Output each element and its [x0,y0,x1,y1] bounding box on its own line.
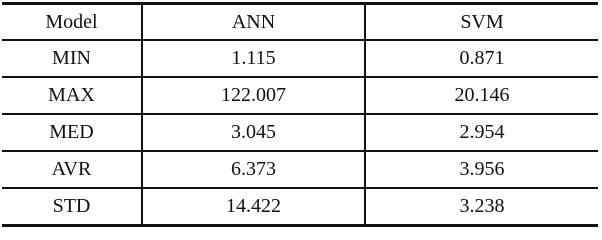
model-statistics-table [2,2,598,227]
ann-value-std: 14.422 [142,188,365,226]
row-label-std: STD [2,188,142,226]
statistics-table-container [2,2,598,227]
row-label-avr: AVR [2,151,142,188]
ann-value-med: 3.045 [142,114,365,151]
svm-value-min: 0.871 [365,40,598,77]
ann-value-avr: 6.373 [142,151,365,188]
table-row-max [2,77,598,114]
table-header [2,4,598,41]
header-model: Model [2,4,142,41]
svm-value-std: 3.238 [365,188,598,226]
header-svm: SVM [365,4,598,41]
table-row-min [2,40,598,77]
svm-value-avr: 3.956 [365,151,598,188]
ann-value-min: 1.115 [142,40,365,77]
header-row [2,4,598,41]
table-row-avr [2,151,598,188]
table-row-std [2,188,598,226]
row-label-min: MIN [2,40,142,77]
ann-value-max: 122.007 [142,77,365,114]
svm-value-med: 2.954 [365,114,598,151]
row-label-med: MED [2,114,142,151]
svm-value-max: 20.146 [365,77,598,114]
row-label-max: MAX [2,77,142,114]
table-body [2,40,598,226]
header-ann: ANN [142,4,365,41]
table-row-med [2,114,598,151]
